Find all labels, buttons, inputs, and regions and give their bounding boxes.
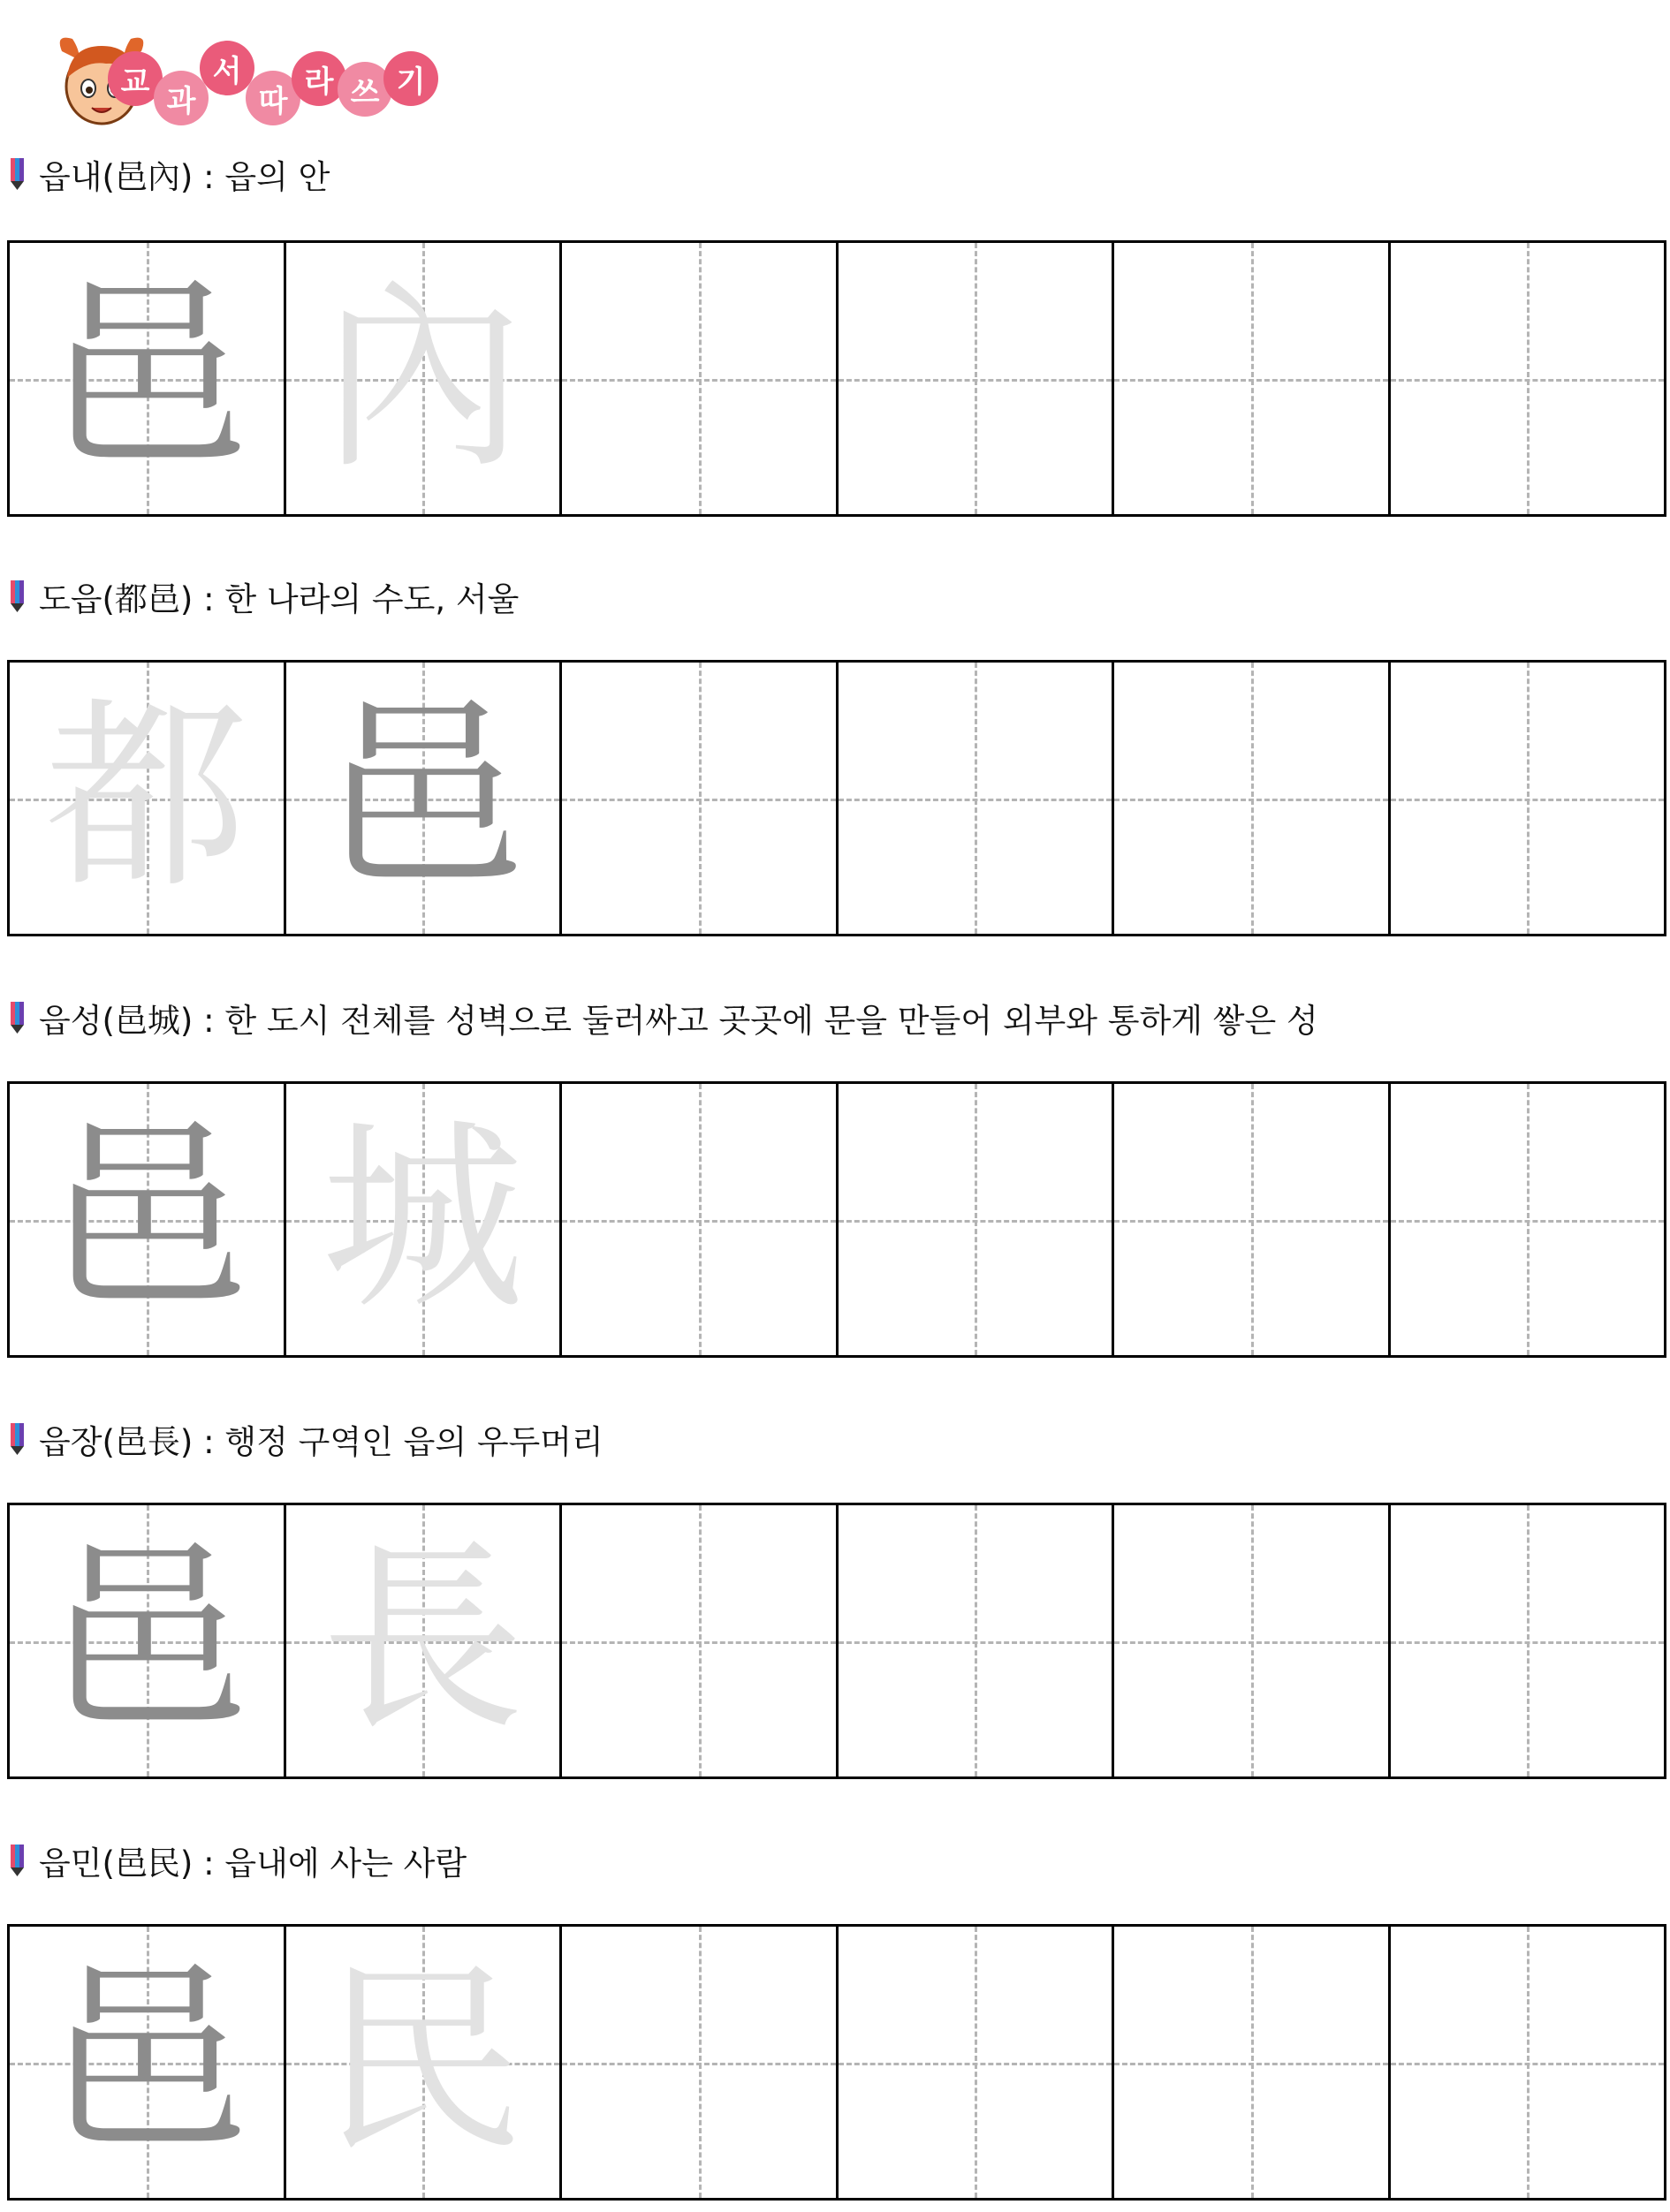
trace-character: 民 bbox=[321, 1943, 525, 2180]
logo-letter: 따 bbox=[246, 71, 300, 125]
blank-writing-cell[interactable] bbox=[562, 1084, 839, 1355]
example-character: 邑 bbox=[44, 1522, 248, 1759]
logo-letter: 기 bbox=[383, 51, 438, 106]
writing-grid bbox=[7, 1081, 1666, 1358]
section-heading-text: 읍내(邑內) : 읍의 안 bbox=[39, 158, 330, 196]
example-character: 邑 bbox=[44, 260, 248, 496]
blank-writing-cell[interactable] bbox=[839, 1927, 1115, 2198]
blank-writing-cell[interactable] bbox=[1114, 1084, 1391, 1355]
section-heading-text: 도읍(都邑) : 한 나라의 수도, 서울 bbox=[39, 580, 520, 618]
pencil-icon bbox=[9, 579, 27, 614]
blank-writing-cell[interactable] bbox=[1114, 1505, 1391, 1776]
example-character: 邑 bbox=[321, 679, 525, 916]
example-cell bbox=[286, 1927, 563, 2198]
writing-grid bbox=[7, 240, 1666, 517]
example-cell bbox=[286, 663, 563, 934]
example-cell bbox=[286, 1084, 563, 1355]
section-heading bbox=[9, 1838, 467, 1882]
trace-character: 長 bbox=[321, 1522, 525, 1759]
example-cell bbox=[10, 1927, 286, 2198]
logo-letter: 서 bbox=[200, 41, 254, 95]
logo bbox=[35, 16, 495, 122]
blank-writing-cell[interactable] bbox=[562, 1505, 839, 1776]
example-cell bbox=[286, 1505, 563, 1776]
blank-writing-cell[interactable] bbox=[839, 243, 1115, 514]
example-character: 邑 bbox=[44, 1101, 248, 1337]
blank-writing-cell[interactable] bbox=[562, 243, 839, 514]
writing-grid bbox=[7, 660, 1666, 936]
example-cell bbox=[286, 243, 563, 514]
logo-letter: 교 bbox=[108, 51, 163, 106]
blank-writing-cell[interactable] bbox=[839, 1505, 1115, 1776]
section-heading bbox=[9, 996, 1318, 1040]
blank-writing-cell[interactable] bbox=[1391, 243, 1665, 514]
logo-letter: 과 bbox=[154, 71, 209, 125]
section-heading-text: 읍성(邑城) : 한 도시 전체를 성벽으로 둘러싸고 곳곳에 문을 만들어 외부와 통하게 쌓은 성 bbox=[39, 1002, 1318, 1040]
pencil-icon bbox=[9, 1843, 27, 1878]
writing-grid bbox=[7, 1924, 1666, 2201]
logo-letter: 쓰 bbox=[338, 62, 392, 117]
example-cell bbox=[10, 663, 286, 934]
blank-writing-cell[interactable] bbox=[1114, 243, 1391, 514]
section-heading bbox=[9, 152, 330, 196]
pencil-icon bbox=[9, 1000, 27, 1035]
section-heading bbox=[9, 1417, 603, 1461]
blank-writing-cell[interactable] bbox=[1391, 1927, 1665, 2198]
section-heading-text: 읍민(邑民) : 읍내에 사는 사람 bbox=[39, 1845, 467, 1882]
blank-writing-cell[interactable] bbox=[1391, 663, 1665, 934]
logo-letter: 라 bbox=[292, 51, 346, 106]
pencil-icon bbox=[9, 1421, 27, 1457]
section-heading-text: 읍장(邑長) : 행정 구역인 읍의 우두머리 bbox=[39, 1423, 603, 1461]
pencil-icon bbox=[9, 156, 27, 192]
section-heading bbox=[9, 574, 519, 618]
example-cell bbox=[10, 243, 286, 514]
blank-writing-cell[interactable] bbox=[1114, 1927, 1391, 2198]
trace-character: 內 bbox=[321, 260, 525, 496]
blank-writing-cell[interactable] bbox=[839, 1084, 1115, 1355]
example-cell bbox=[10, 1084, 286, 1355]
trace-character: 都 bbox=[44, 679, 248, 916]
blank-writing-cell[interactable] bbox=[562, 1927, 839, 2198]
blank-writing-cell[interactable] bbox=[839, 663, 1115, 934]
trace-character: 城 bbox=[321, 1101, 525, 1337]
example-character: 邑 bbox=[44, 1943, 248, 2180]
blank-writing-cell[interactable] bbox=[1114, 663, 1391, 934]
writing-grid bbox=[7, 1503, 1666, 1779]
blank-writing-cell[interactable] bbox=[1391, 1505, 1665, 1776]
example-cell bbox=[10, 1505, 286, 1776]
blank-writing-cell[interactable] bbox=[1391, 1084, 1665, 1355]
blank-writing-cell[interactable] bbox=[562, 663, 839, 934]
